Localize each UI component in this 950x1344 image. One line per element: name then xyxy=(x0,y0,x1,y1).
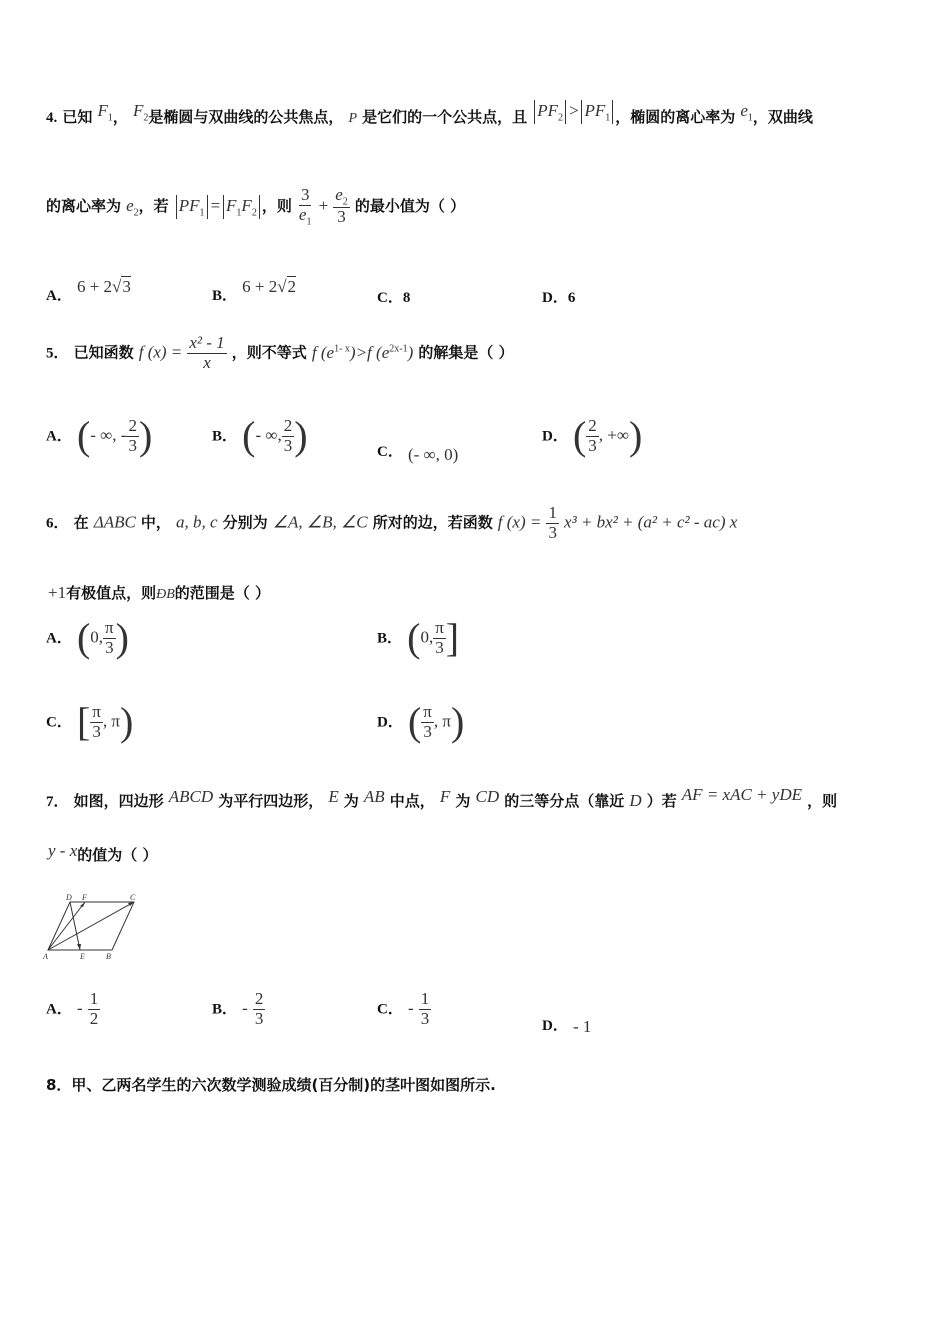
q5-option-d[interactable]: D． ( $\frac{2}{3}$ , +∞) xyxy=(542,413,643,458)
q7-text-4: 中点， xyxy=(389,792,435,810)
fig-label-a: A xyxy=(43,952,48,961)
q4-e2: e xyxy=(126,196,134,216)
fig-label-c: C xyxy=(130,893,136,902)
q4-expr-frac2: $\frac{e_2}{3}$ xyxy=(335,185,348,227)
q6-function-rest: x³ + bx² + (a² + c² - ac) x xyxy=(564,512,738,532)
q7-f: F xyxy=(439,787,451,806)
q5-text-1: 已知函数 xyxy=(73,343,134,362)
q6-function-lhs: f (x) = xyxy=(497,512,542,532)
q6-option-b[interactable]: B． (0, $\frac{\pi}{3}$ ] xyxy=(377,615,460,660)
arrow-head-icon xyxy=(77,944,81,950)
q4-inequality: $PF_2 > PF_1$ xyxy=(532,101,615,120)
q4-line2: 的离心率为 $e_2$，若 $PF_1 = F_1F_2$ ，则 $\frac{3}{e_1}$ + $\frac{e_2}{3}$ 的最小值为（ ） xyxy=(46,185,466,228)
line-d-e xyxy=(70,902,80,950)
q7-line1 xyxy=(46,785,838,811)
q4-expr-frac1: $\frac{3}{e_1}$ xyxy=(298,185,312,228)
q5-function-frac: $\frac{\text{x² - 1}}{x}$ xyxy=(189,333,225,372)
q8-line xyxy=(46,1074,496,1095)
q4-text-7: ，若 xyxy=(138,197,169,216)
q6-number: 6． xyxy=(46,515,69,532)
q4-e1: e xyxy=(740,101,748,120)
q7-cd: CD xyxy=(475,787,500,806)
line-a-c xyxy=(48,902,134,950)
q5-number: 5． xyxy=(46,345,69,362)
sqrt-icon: √ xyxy=(112,277,122,296)
q6-triangle: ΔABC xyxy=(93,512,136,532)
q4-text-4: ，椭圆的离心率为 xyxy=(615,108,736,126)
q7-text-6: 的三等分点（靠近 xyxy=(504,792,625,810)
q6-plus-one: +1 xyxy=(48,583,67,602)
q7-text-9: 的值为（ ） xyxy=(77,846,158,864)
q7-d: D xyxy=(629,791,642,810)
q7-y-minus-x: y - x xyxy=(48,841,78,860)
q4-expr-plus: + xyxy=(318,196,329,216)
q4-option-a[interactable]: A． 6 + 2√3 xyxy=(46,277,131,304)
fig-label-b: B xyxy=(106,952,111,961)
q6-line1 xyxy=(46,504,737,542)
q4-text-2: 是椭圆与双曲线的公共焦点， xyxy=(148,108,344,126)
fig-label-d: D xyxy=(66,893,72,902)
q6-text-4: 所对的边，若函数 xyxy=(372,513,493,532)
q5-function-lhs: f (x) = xyxy=(138,342,183,362)
q4-f2: F xyxy=(132,101,144,120)
q6-text-6: 的范围是（ ） xyxy=(174,584,271,602)
q5-option-c[interactable]: C． (- ∞, 0) xyxy=(377,444,459,464)
q7-option-d[interactable]: D． - 1 xyxy=(542,1017,592,1036)
q4-text-9: 的最小值为（ ） xyxy=(354,197,466,216)
q4-option-b[interactable]: B． 6 + 2√2 xyxy=(212,277,297,304)
q4-text-5: ，双曲线 xyxy=(752,108,813,126)
sqrt-icon: √ xyxy=(277,277,287,296)
q6-sides: a, b, c xyxy=(176,512,218,532)
q5-text-2: ，则不等式 xyxy=(231,343,307,362)
q6-line2 xyxy=(48,582,270,603)
arrow-head-icon xyxy=(80,902,85,907)
q6-angle-b: ÐB xyxy=(156,587,175,602)
q5-option-b[interactable]: B． (- ∞, $\frac{2}{3}$ ) xyxy=(212,413,308,458)
q5-line1 xyxy=(46,334,514,372)
q6-angles: ∠A, ∠B, ∠C xyxy=(272,512,368,532)
q7-option-b[interactable]: B． - $\frac{2}{3}$ xyxy=(212,989,264,1028)
q7-e: E xyxy=(328,787,339,806)
q4-p: P xyxy=(348,111,358,126)
q6-text-1: 在 xyxy=(73,513,89,532)
q7-text-2: 为平行四边形， xyxy=(218,792,324,810)
q7-text-7: ）若 xyxy=(646,792,677,810)
q4-number: 4. xyxy=(46,110,58,126)
q6-option-c[interactable]: C． [ $\frac{\pi}{3}$ , π) xyxy=(46,699,134,744)
q7-number: 7． xyxy=(46,794,69,810)
q4-text-3: 是它们的一个公共点，且 xyxy=(362,108,528,126)
q4-comma: ， xyxy=(112,108,128,126)
q7-ab: AB xyxy=(363,787,385,806)
q7-option-c[interactable]: C． - $\frac{1}{3}$ xyxy=(377,989,430,1028)
q4-f1: F xyxy=(97,101,108,120)
q8-text: 8．甲、乙两名学生的六次数学测验成绩(百分制)的茎叶图如图所示. xyxy=(46,1076,496,1094)
q7-text-3: 为 xyxy=(343,792,359,810)
q7-text-5: 为 xyxy=(455,792,471,810)
q5-option-a[interactable]: A． (- ∞, - $\frac{2}{3}$ ) xyxy=(46,413,153,458)
q5-text-3: 的解集是（ ） xyxy=(418,343,514,362)
q6-option-d[interactable]: D． ( $\frac{\pi}{3}$ , π) xyxy=(377,699,465,744)
q7-abcd: ABCD xyxy=(168,787,214,806)
q4-option-d[interactable]: D．6 xyxy=(542,290,576,306)
q4-text-8: ，则 xyxy=(261,197,292,216)
q4-condition: $PF_1 = F_1F_2$ xyxy=(174,196,262,215)
q4-option-c[interactable]: C．8 xyxy=(377,290,411,306)
q7-parallelogram-figure xyxy=(40,892,140,964)
q7-text-8: ，则 xyxy=(807,792,838,810)
fig-label-e: E xyxy=(80,952,85,961)
q6-text-5: 有极值点，则 xyxy=(66,584,157,602)
q6-text-3: 分别为 xyxy=(222,513,268,532)
q4-text-1: 已知 xyxy=(62,108,93,126)
q5-inequality: f $(e^{1- x})>f$ $(e^{2x-1})$ xyxy=(311,342,414,362)
q6-text-2: 中， xyxy=(140,513,171,532)
q4-line1: 4. 已知 $F_1$， $F_2$是椭圆与双曲线的公共焦点， P 是它们的一个公共点，且 $PF_2 > PF_1$ ，椭圆的离心率为 $e_1$，双曲线 xyxy=(46,101,813,126)
q6-function-frac: $\frac{1}{3}$ xyxy=(548,503,557,542)
q4-text-6: 的离心率为 xyxy=(46,197,122,216)
q6-option-a[interactable]: A． (0, $\frac{\pi}{3}$ ) xyxy=(46,615,129,660)
q7-text-1: 如图，四边形 xyxy=(73,792,164,810)
q7-line2 xyxy=(48,841,158,865)
q7-option-a[interactable]: A． - $\frac{1}{2}$ xyxy=(46,989,99,1028)
fig-label-f: F xyxy=(82,893,87,902)
q7-vector-eq: AF = xAC + yDE xyxy=(681,785,802,804)
